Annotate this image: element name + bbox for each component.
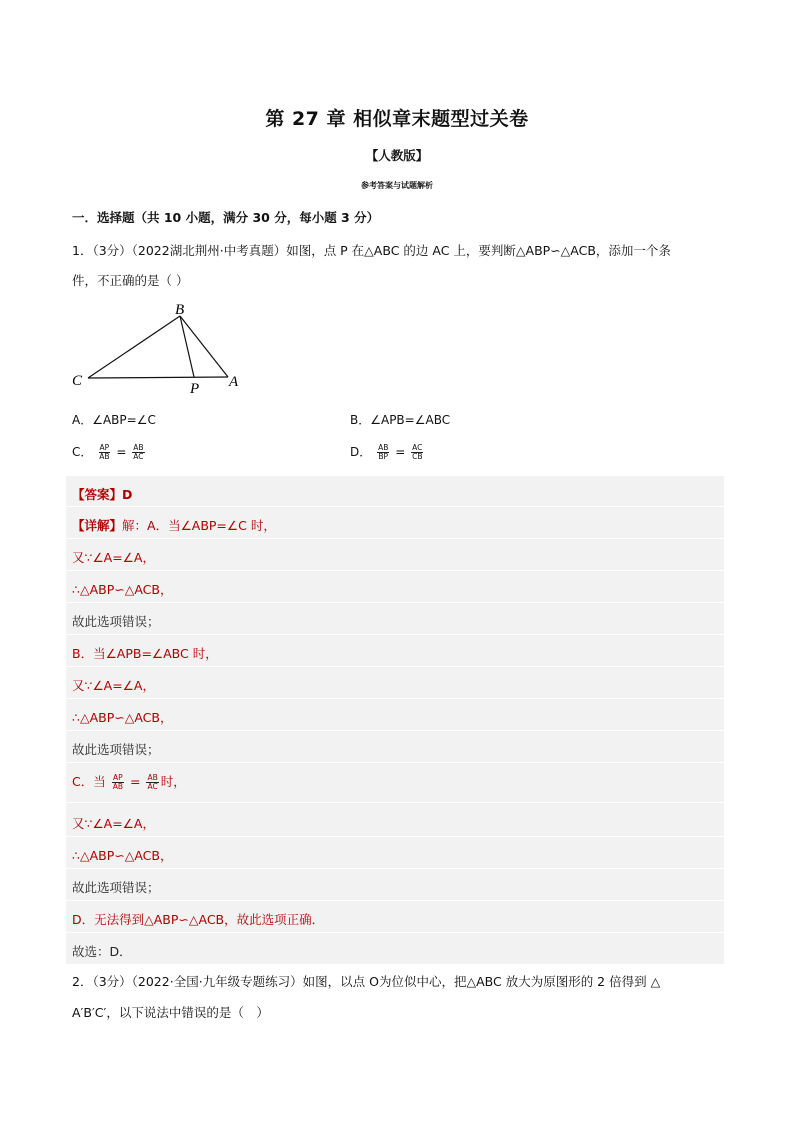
point-p-label: P: [190, 381, 200, 396]
row-divider: [66, 802, 724, 803]
solution-line: D．无法得到△ABP∽△ACB，故此选项正确．: [72, 912, 325, 927]
detail-label: 【详解】: [72, 518, 123, 533]
fraction: [112, 774, 124, 791]
section-heading: 一．选择题（共 10 小题，满分 30 分，每小题 3 分）: [72, 210, 380, 225]
option-c: [72, 443, 147, 461]
denominator: AC: [147, 782, 158, 791]
vertex-c-label: C: [72, 373, 83, 389]
numerator: AB: [133, 443, 144, 452]
numerator: AP: [99, 443, 110, 452]
denominator: BP: [378, 452, 389, 461]
edition-label: 【人教版】: [365, 148, 429, 163]
line-suffix: 时，: [160, 774, 186, 789]
option-c-prefix: C．: [72, 445, 93, 459]
line-prefix: C．当: [72, 774, 106, 789]
row-divider: [66, 762, 724, 763]
fraction: [132, 444, 144, 461]
numerator: AP: [113, 773, 123, 782]
row-divider: [66, 602, 724, 603]
row-divider: [66, 506, 724, 507]
row-divider: [66, 634, 724, 635]
option-d: [350, 443, 425, 461]
solution-line: 又∵∠A=∠A，: [72, 678, 155, 693]
row-divider: [66, 666, 724, 667]
triangle-figure: [66, 296, 256, 396]
denominator: AC: [133, 452, 144, 461]
row-divider: [66, 570, 724, 571]
detail-intro: 解：A．当∠ABP=∠C 时，: [122, 518, 276, 533]
vertex-a-label: A: [229, 374, 239, 390]
page-title: 第 27 章 相似章末题型过关卷: [265, 108, 529, 130]
option-a: A．∠ABP=∠C: [72, 413, 156, 427]
equals-sign: =: [129, 774, 141, 789]
question-2-text: 2．（3分）（2022·全国·九年级专题练习）如图，以点 O为位似中心，把△ABC 放大为原图形的 2 倍得到 △: [72, 974, 661, 989]
row-divider: [66, 538, 724, 539]
solution-line: 故选：D．: [72, 944, 132, 959]
solution-line: ∴△ABP∽△ACB，: [72, 582, 173, 597]
solution-line: 又∵∠A=∠A，: [72, 816, 155, 831]
denominator: AB: [112, 782, 123, 791]
vertex-b-label: B: [175, 302, 185, 318]
question-2-text-cont: A′B′C′，以下说法中错误的是（ ）: [72, 1005, 269, 1020]
numerator: AB: [147, 773, 158, 782]
answer-label: 【答案】D: [72, 487, 133, 502]
equals-sign: =: [395, 445, 406, 459]
solution-line: ∴△ABP∽△ACB，: [72, 710, 173, 725]
option-d-prefix: D．: [350, 445, 372, 459]
numerator: AB: [378, 443, 389, 452]
question-1-text: 1．（3分）（2022湖北荆州·中考真题）如图，点 P 在△ABC 的边 AC 上，要判断△ABP∽△ACB，添加一个条: [72, 243, 671, 258]
detail-line: [72, 516, 276, 534]
equals-sign: =: [116, 445, 127, 459]
solution-line: ∴△ABP∽△ACB，: [72, 848, 173, 863]
row-divider: [66, 932, 724, 933]
fraction: [377, 444, 389, 461]
row-divider: [66, 836, 724, 837]
denominator: AB: [99, 452, 110, 461]
solution-line: 故此选项错误；: [72, 742, 160, 757]
solution-line: B．当∠APB=∠ABC 时，: [72, 646, 218, 661]
triangle-lines: [88, 316, 228, 378]
fraction: [411, 444, 423, 461]
fraction: [146, 774, 158, 791]
solution-line: 故此选项错误；: [72, 880, 160, 895]
fraction: [98, 444, 110, 461]
page-subtitle: 参考答案与试题解析: [361, 181, 433, 190]
row-divider: [66, 730, 724, 731]
row-divider: [66, 698, 724, 699]
numerator: AC: [412, 443, 423, 452]
question-1-text-cont: 件，不正确的是（ ）: [72, 273, 189, 288]
solution-line: 故此选项错误；: [72, 614, 160, 629]
solution-line: 又∵∠A=∠A，: [72, 550, 155, 565]
denominator: CB: [412, 452, 423, 461]
row-divider: [66, 900, 724, 901]
solution-line-c: [72, 772, 186, 791]
row-divider: [66, 868, 724, 869]
option-b: B．∠APB=∠ABC: [350, 413, 451, 427]
